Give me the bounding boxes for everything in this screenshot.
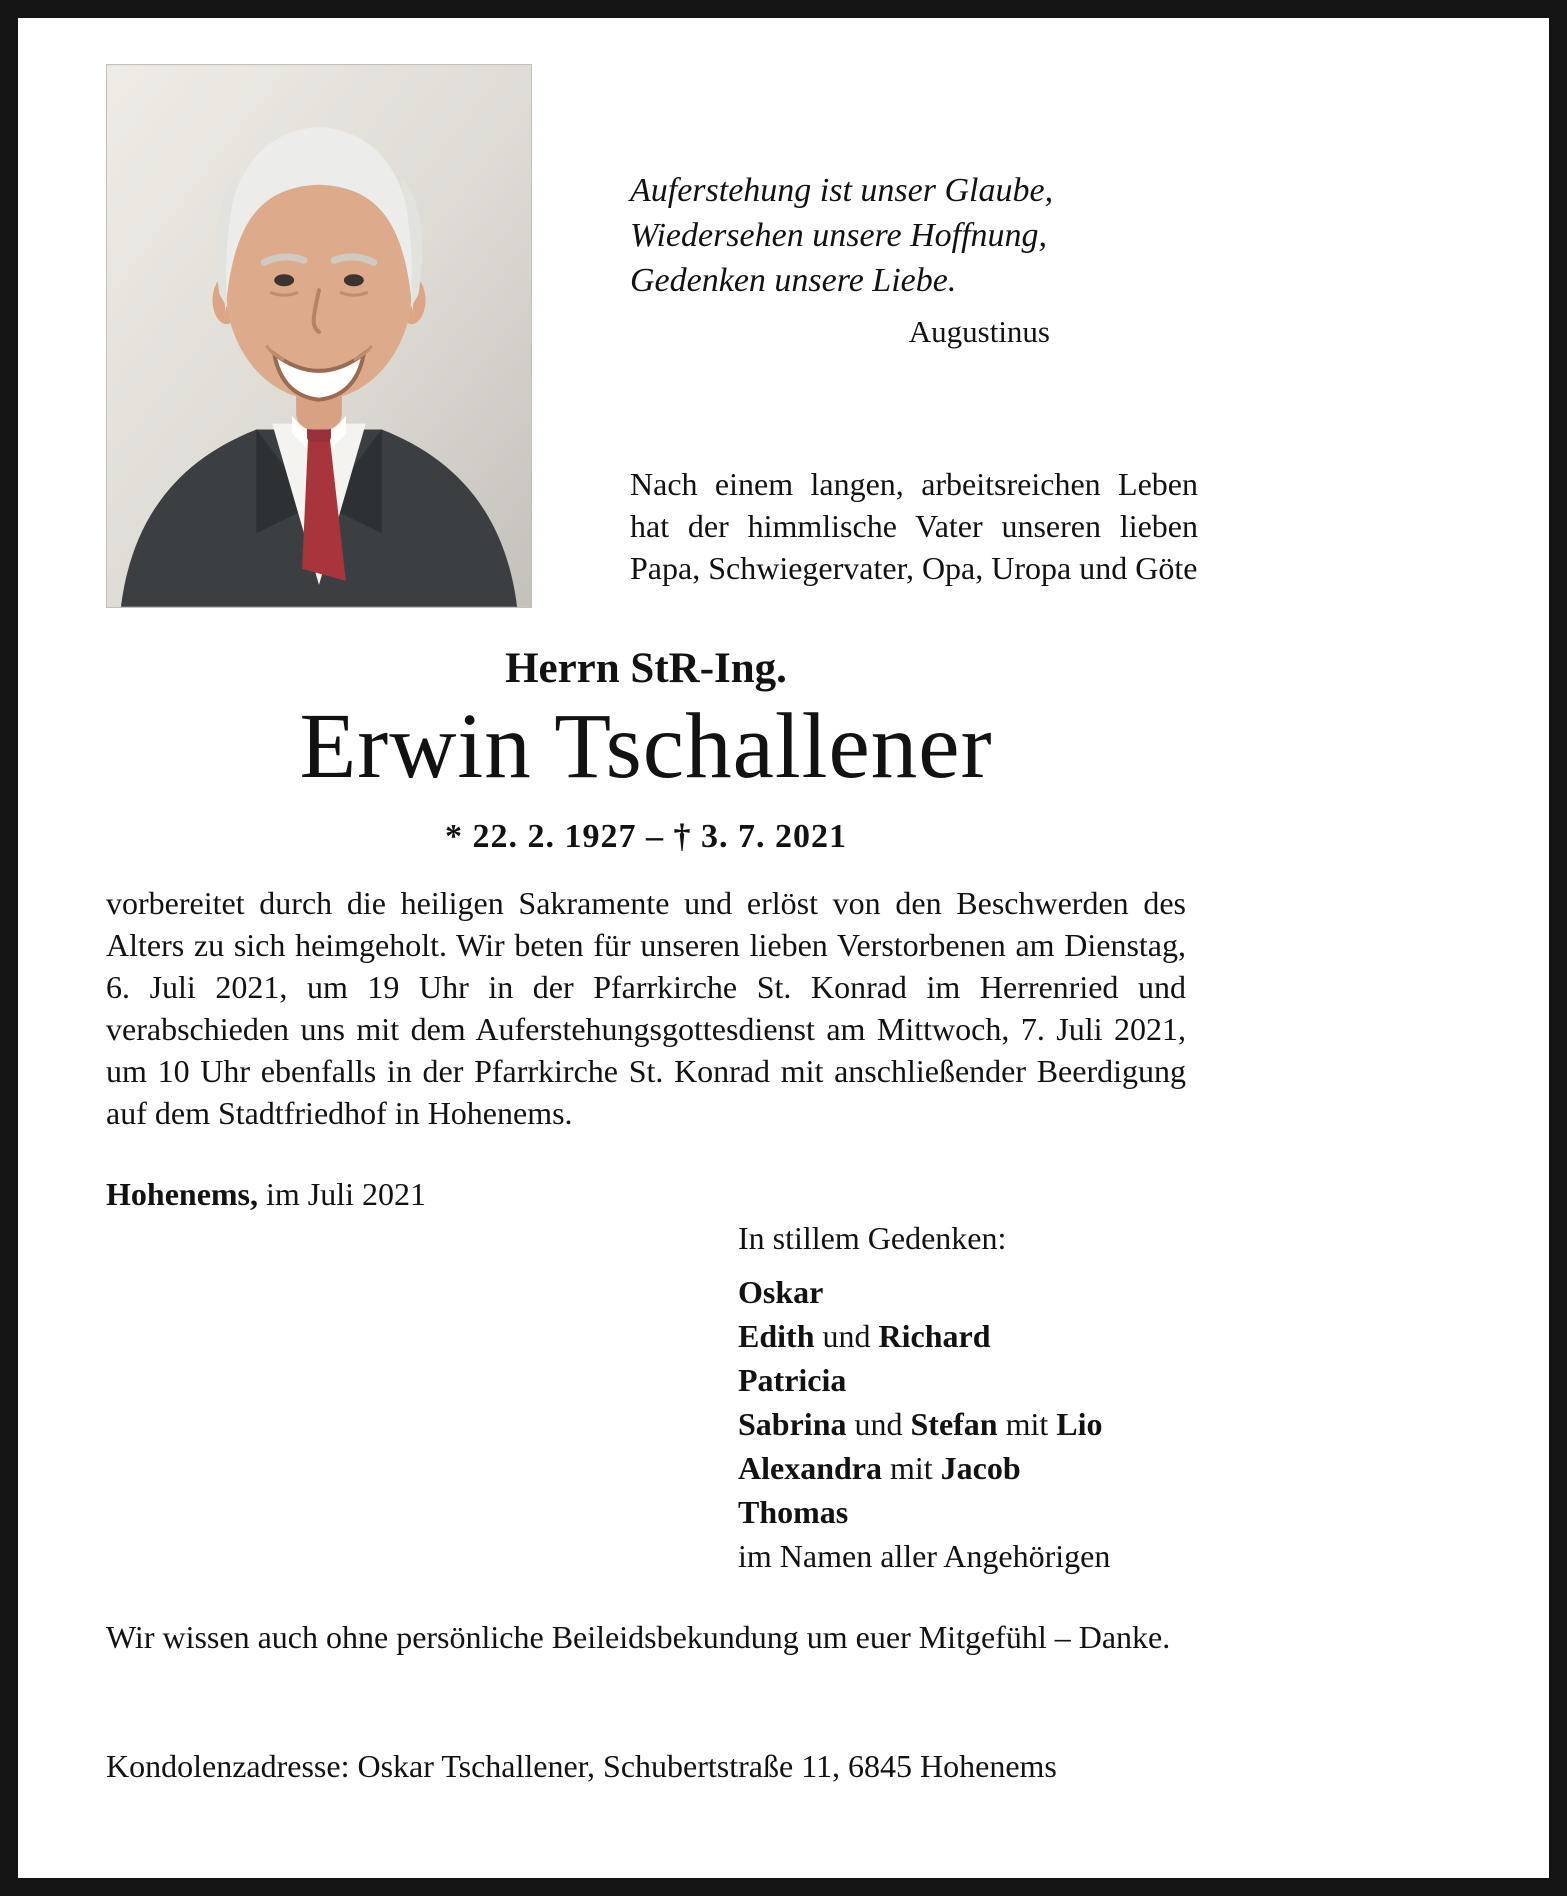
- life-dates: * 22. 2. 1927 – † 3. 7. 2021: [445, 818, 847, 855]
- deceased-photo: [106, 64, 532, 608]
- quote-block: [630, 168, 1130, 303]
- gedenken-line: im Namen aller Angehörigen: [738, 1538, 1111, 1574]
- place-name: Hohenems,: [106, 1176, 258, 1212]
- quote-line: Gedenken unsere Liebe.: [630, 262, 957, 299]
- deceased-name: Erwin Tschallener: [299, 695, 993, 798]
- honorific-line: Herrn StR-Ing.: [505, 645, 787, 692]
- quote-line: Wiedersehen unsere Hoffnung,: [630, 217, 1048, 254]
- condolence-address: Kondolenzadresse: Oskar Tschallener, Schubertstraße 11, 6845 Hohenems: [106, 1748, 1057, 1784]
- place-date: im Juli 2021: [258, 1176, 427, 1212]
- quote-line: Auferstehung ist unser Glaube,: [630, 172, 1054, 209]
- place-date-line: [106, 1176, 426, 1213]
- intro-paragraph: Nach einem langen, arbeitsreichen Leben hat der himmlische Vater unseren lieben Papa, Schwiegervater, Opa, Uropa und Göte: [630, 466, 1198, 586]
- gedenken-line: Oskar: [738, 1274, 824, 1310]
- gedenken-line: Patricia: [738, 1362, 847, 1398]
- gedenken-line: Thomas: [738, 1494, 849, 1530]
- gedenken-line: Alexandra mit Jacob: [738, 1450, 1021, 1486]
- portrait-photo-icon: [107, 65, 531, 607]
- condolence-note: Wir wissen auch ohne persönliche Beileidsbekundung um euer Mitgefühl – Danke.: [106, 1619, 1171, 1655]
- gedenken-header: In stillem Gedenken:: [738, 1220, 1007, 1256]
- gedenken-names: [738, 1270, 1110, 1578]
- gedenken-line: Edith und Richard: [738, 1318, 991, 1354]
- gedenken-line: Sabrina und Stefan mit Lio: [738, 1406, 1103, 1442]
- announcement-paragraph: vorbereitet durch die heiligen Sakramente und erlöst von den Beschwerden des Alters zu sich heimgeholt. Wir beten für unseren lieben Verstorbenen am Dienstag, 6. Juli 2021, um 19 Uhr in der Pfarrkirche St. Konrad im Herrenried und verabschieden uns mit dem Auferstehungsgottesdienst am Mittwoch, 7. Juli 2021, um 10 Uhr ebenfalls in der Pfarrkirche St. Konrad mit anschließender Beerdigung auf dem Stadtfriedhof in Hohenems.: [106, 885, 1186, 1131]
- quote-attribution: Augustinus: [908, 314, 1050, 349]
